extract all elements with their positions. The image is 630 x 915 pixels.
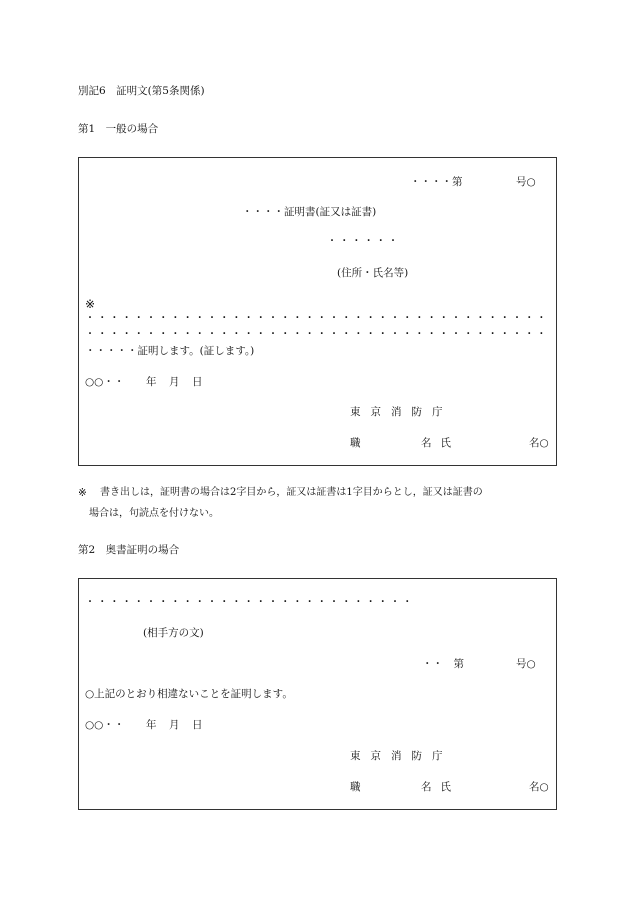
note-line-1: 書き出しは，証明書の場合は2字目から，証又は証書は1字目からとし，証又は証書の [100, 487, 483, 498]
reference-mark: ※ [85, 297, 96, 311]
endorsement-signature-seal: 名○ [529, 781, 549, 793]
body-line-3: ・・・・・証明します。(証します。) [85, 345, 255, 357]
date-era: ○○・・ [85, 376, 125, 388]
signature-seal: 名○ [529, 437, 549, 449]
signature-name-label: 名氏 [421, 437, 460, 449]
endorsement-date-era: ○○・・ [85, 719, 125, 731]
signature-title: 職 [350, 437, 361, 449]
date-month: 月 [169, 376, 180, 388]
section2-heading: 第2 奥書証明の場合 [78, 544, 180, 556]
date-day: 日 [192, 376, 203, 388]
endorsement-signature-title: 職 [350, 781, 361, 793]
certificate-number-suffix: 号○ [516, 176, 536, 188]
note-mark: ※ [78, 487, 87, 499]
recipient-label: (住所・氏名等) [337, 267, 409, 279]
note-line-2: 場合は，句読点を付けない。 [89, 508, 219, 519]
endorsement-issuer-name: 東京消防庁 [350, 750, 453, 762]
certificate-number-prefix: ・・・・第 [410, 176, 463, 188]
endorsement-signature-name-label: 名氏 [421, 781, 460, 793]
certificate-title: ・・・・証明書(証又は証書) [242, 206, 377, 218]
other-party-label: (相手方の文) [143, 627, 204, 639]
endorsement-certificate-box [78, 578, 557, 810]
body-line-2: ・・・・・・・・・・・・・・・・・・・・・・・・・・・・・・・・・・・・・・ [85, 329, 549, 340]
endorsement-date-month: 月 [169, 719, 180, 731]
endorsement-dots-line: ・・・・・・・・・・・・・・・・・・・・・・・・・・・ [85, 597, 415, 608]
recipient-dots: ・・・・・・ [327, 236, 401, 247]
endorsement-number-suffix: 号○ [516, 658, 536, 670]
issuer-name: 東京消防庁 [350, 406, 453, 418]
endorsement-date-year: 年 [146, 719, 157, 731]
document-title: 別記6 証明文(第5条関係) [78, 85, 205, 97]
body-line-1: ・・・・・・・・・・・・・・・・・・・・・・・・・・・・・・・・・・・・・・ [85, 313, 549, 324]
general-certificate-box [78, 157, 557, 466]
endorsement-statement: ○上記のとおり相違ないことを証明します。 [85, 688, 293, 700]
section1-heading: 第1 一般の場合 [78, 123, 159, 135]
date-year: 年 [146, 376, 157, 388]
endorsement-date-day: 日 [192, 719, 203, 731]
endorsement-number-prefix: ・・ 第 [422, 658, 464, 670]
